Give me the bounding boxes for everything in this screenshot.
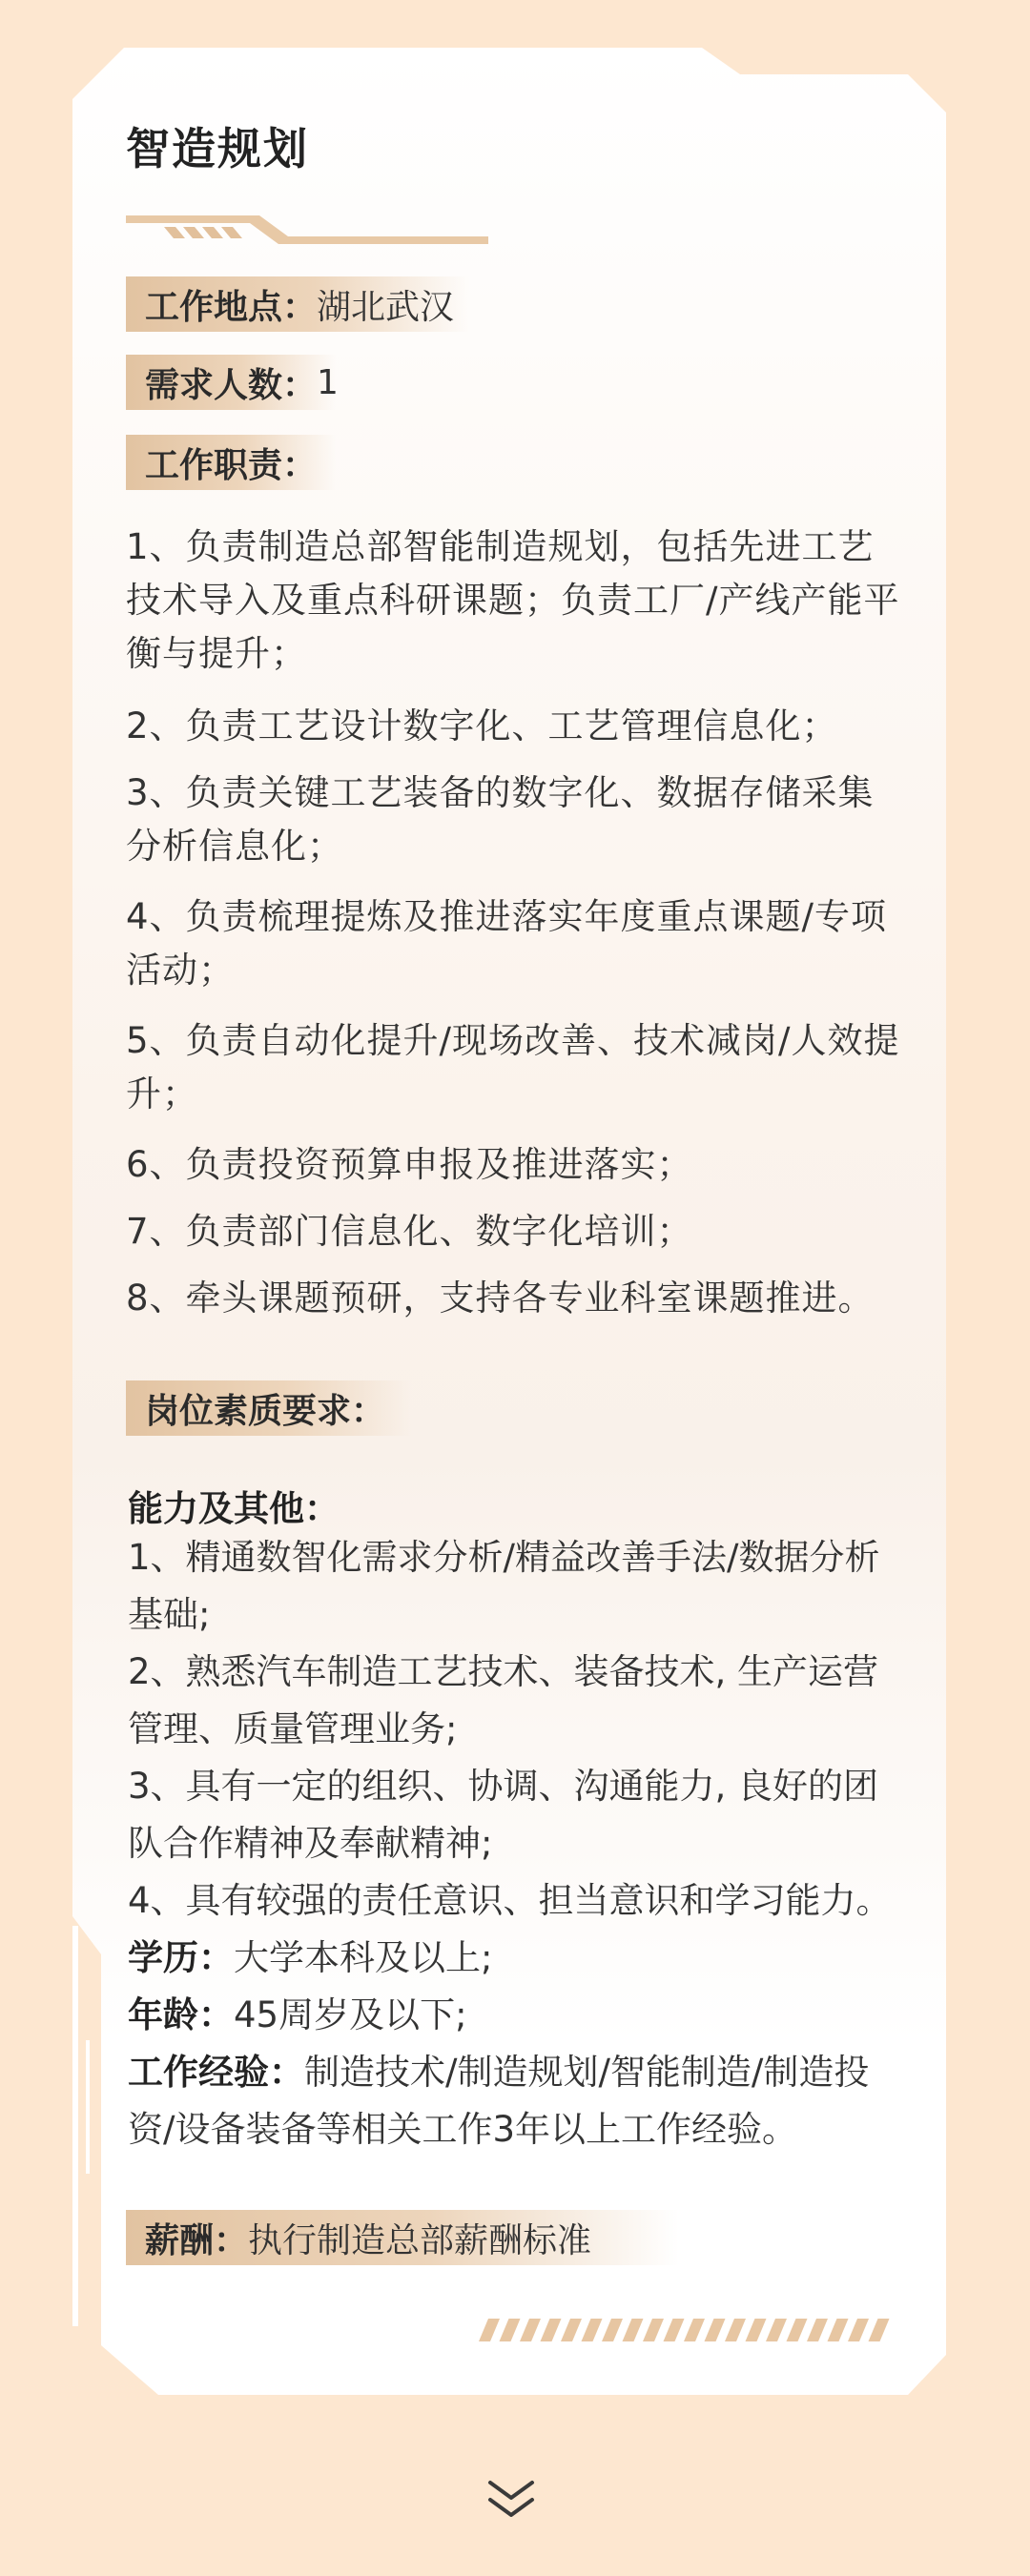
stripe-mark: [684, 2319, 705, 2341]
experience-value: 制造技术/制造规划/智能制造/制造投资/设备装备等相关工作3年以上工作经验。: [128, 2052, 870, 2150]
stripe-mark: [746, 2319, 767, 2341]
education-line: [128, 1930, 910, 1987]
stripe-decoration: [479, 2319, 893, 2341]
education-label: 学历：: [128, 1937, 234, 1978]
stripe-mark: [766, 2319, 787, 2341]
requirements-label: 岗位素质要求：: [145, 1391, 386, 1431]
headcount-row: [126, 355, 339, 410]
stripe-mark: [500, 2319, 521, 2341]
job-title: 智造规划: [126, 123, 309, 174]
location-value: 湖北武汉: [317, 287, 455, 327]
stripe-mark: [561, 2319, 582, 2341]
education-value: 大学本科及以上;: [234, 1937, 493, 1978]
duties-heading: [126, 435, 336, 490]
location-label: 工作地点：: [145, 287, 318, 327]
edge-decoration: [86, 2040, 90, 2174]
stripe-mark: [807, 2319, 828, 2341]
duties-label: 工作职责：: [145, 445, 318, 485]
stripe-mark: [725, 2319, 746, 2341]
stripe-mark: [828, 2319, 849, 2341]
headcount-value: 1: [317, 362, 339, 402]
salary-label: 薪酬：: [145, 2220, 249, 2260]
headcount-label: 需求人数：: [145, 365, 318, 405]
stripe-mark: [602, 2319, 623, 2341]
stripe-mark: [705, 2319, 726, 2341]
duty-item: 8、牵头课题预研，支持各专业科室课题推进。: [126, 1278, 875, 1319]
stripe-mark: [848, 2319, 869, 2341]
ability-heading: 能力及其他：: [128, 1488, 340, 1529]
double-chevron-down-icon[interactable]: [484, 2477, 538, 2523]
ability-item: 3、具有一定的组织、协调、沟通能力, 良好的团队合作精神及奉献精神;: [128, 1766, 879, 1864]
stripe-mark: [869, 2319, 890, 2341]
requirements-heading: [126, 1380, 412, 1436]
salary-value: 执行制造总部薪酬标准: [248, 2220, 592, 2260]
duty-item: 3、负责关键工艺装备的数字化、数据存储采集分析信息化；: [126, 772, 875, 867]
stripe-mark: [520, 2319, 541, 2341]
location-row: [126, 276, 469, 332]
duty-item: 6、负责投资预算申报及推进落实；: [126, 1144, 693, 1185]
stripe-mark: [643, 2319, 664, 2341]
duty-item: 1、负责制造总部智能制造规划，包括先进工艺技术导入及重点科研课题；负责工厂/产线产能平衡与提升；: [126, 526, 900, 674]
stripe-mark: [664, 2319, 685, 2341]
age-label: 年龄：: [128, 1994, 234, 2035]
duty-item: 5、负责自动化提升/现场改善、技术减岗/人效提升；: [126, 1020, 900, 1114]
duty-item: 7、负责部门信息化、数字化培训；: [126, 1211, 693, 1252]
experience-label: 工作经验：: [128, 2052, 304, 2093]
ability-item: 4、具有较强的责任意识、担当意识和学习能力。: [128, 1880, 892, 1921]
duty-item: 2、负责工艺设计数字化、工艺管理信息化；: [126, 705, 838, 746]
age-line: [128, 1987, 910, 2044]
ability-item: 1、精通数智化需求分析/精益改善手法/数据分析基础;: [128, 1537, 880, 1635]
stripe-mark: [582, 2319, 603, 2341]
edge-decoration: [72, 1926, 78, 2326]
age-value: 45周岁及以下;: [234, 1994, 467, 2035]
ability-item: 2、熟悉汽车制造工艺技术、装备技术, 生产运营管理、质量管理业务;: [128, 1651, 879, 1749]
salary-row: [126, 2210, 679, 2265]
duty-item: 4、负责梳理提炼及推进落实年度重点课题/专项活动；: [126, 896, 888, 991]
experience-line: [128, 2044, 910, 2158]
title-underline-decoration: [126, 208, 488, 246]
stripe-mark: [479, 2319, 500, 2341]
stripe-mark: [623, 2319, 644, 2341]
stripe-mark: [541, 2319, 562, 2341]
stripe-mark: [787, 2319, 808, 2341]
